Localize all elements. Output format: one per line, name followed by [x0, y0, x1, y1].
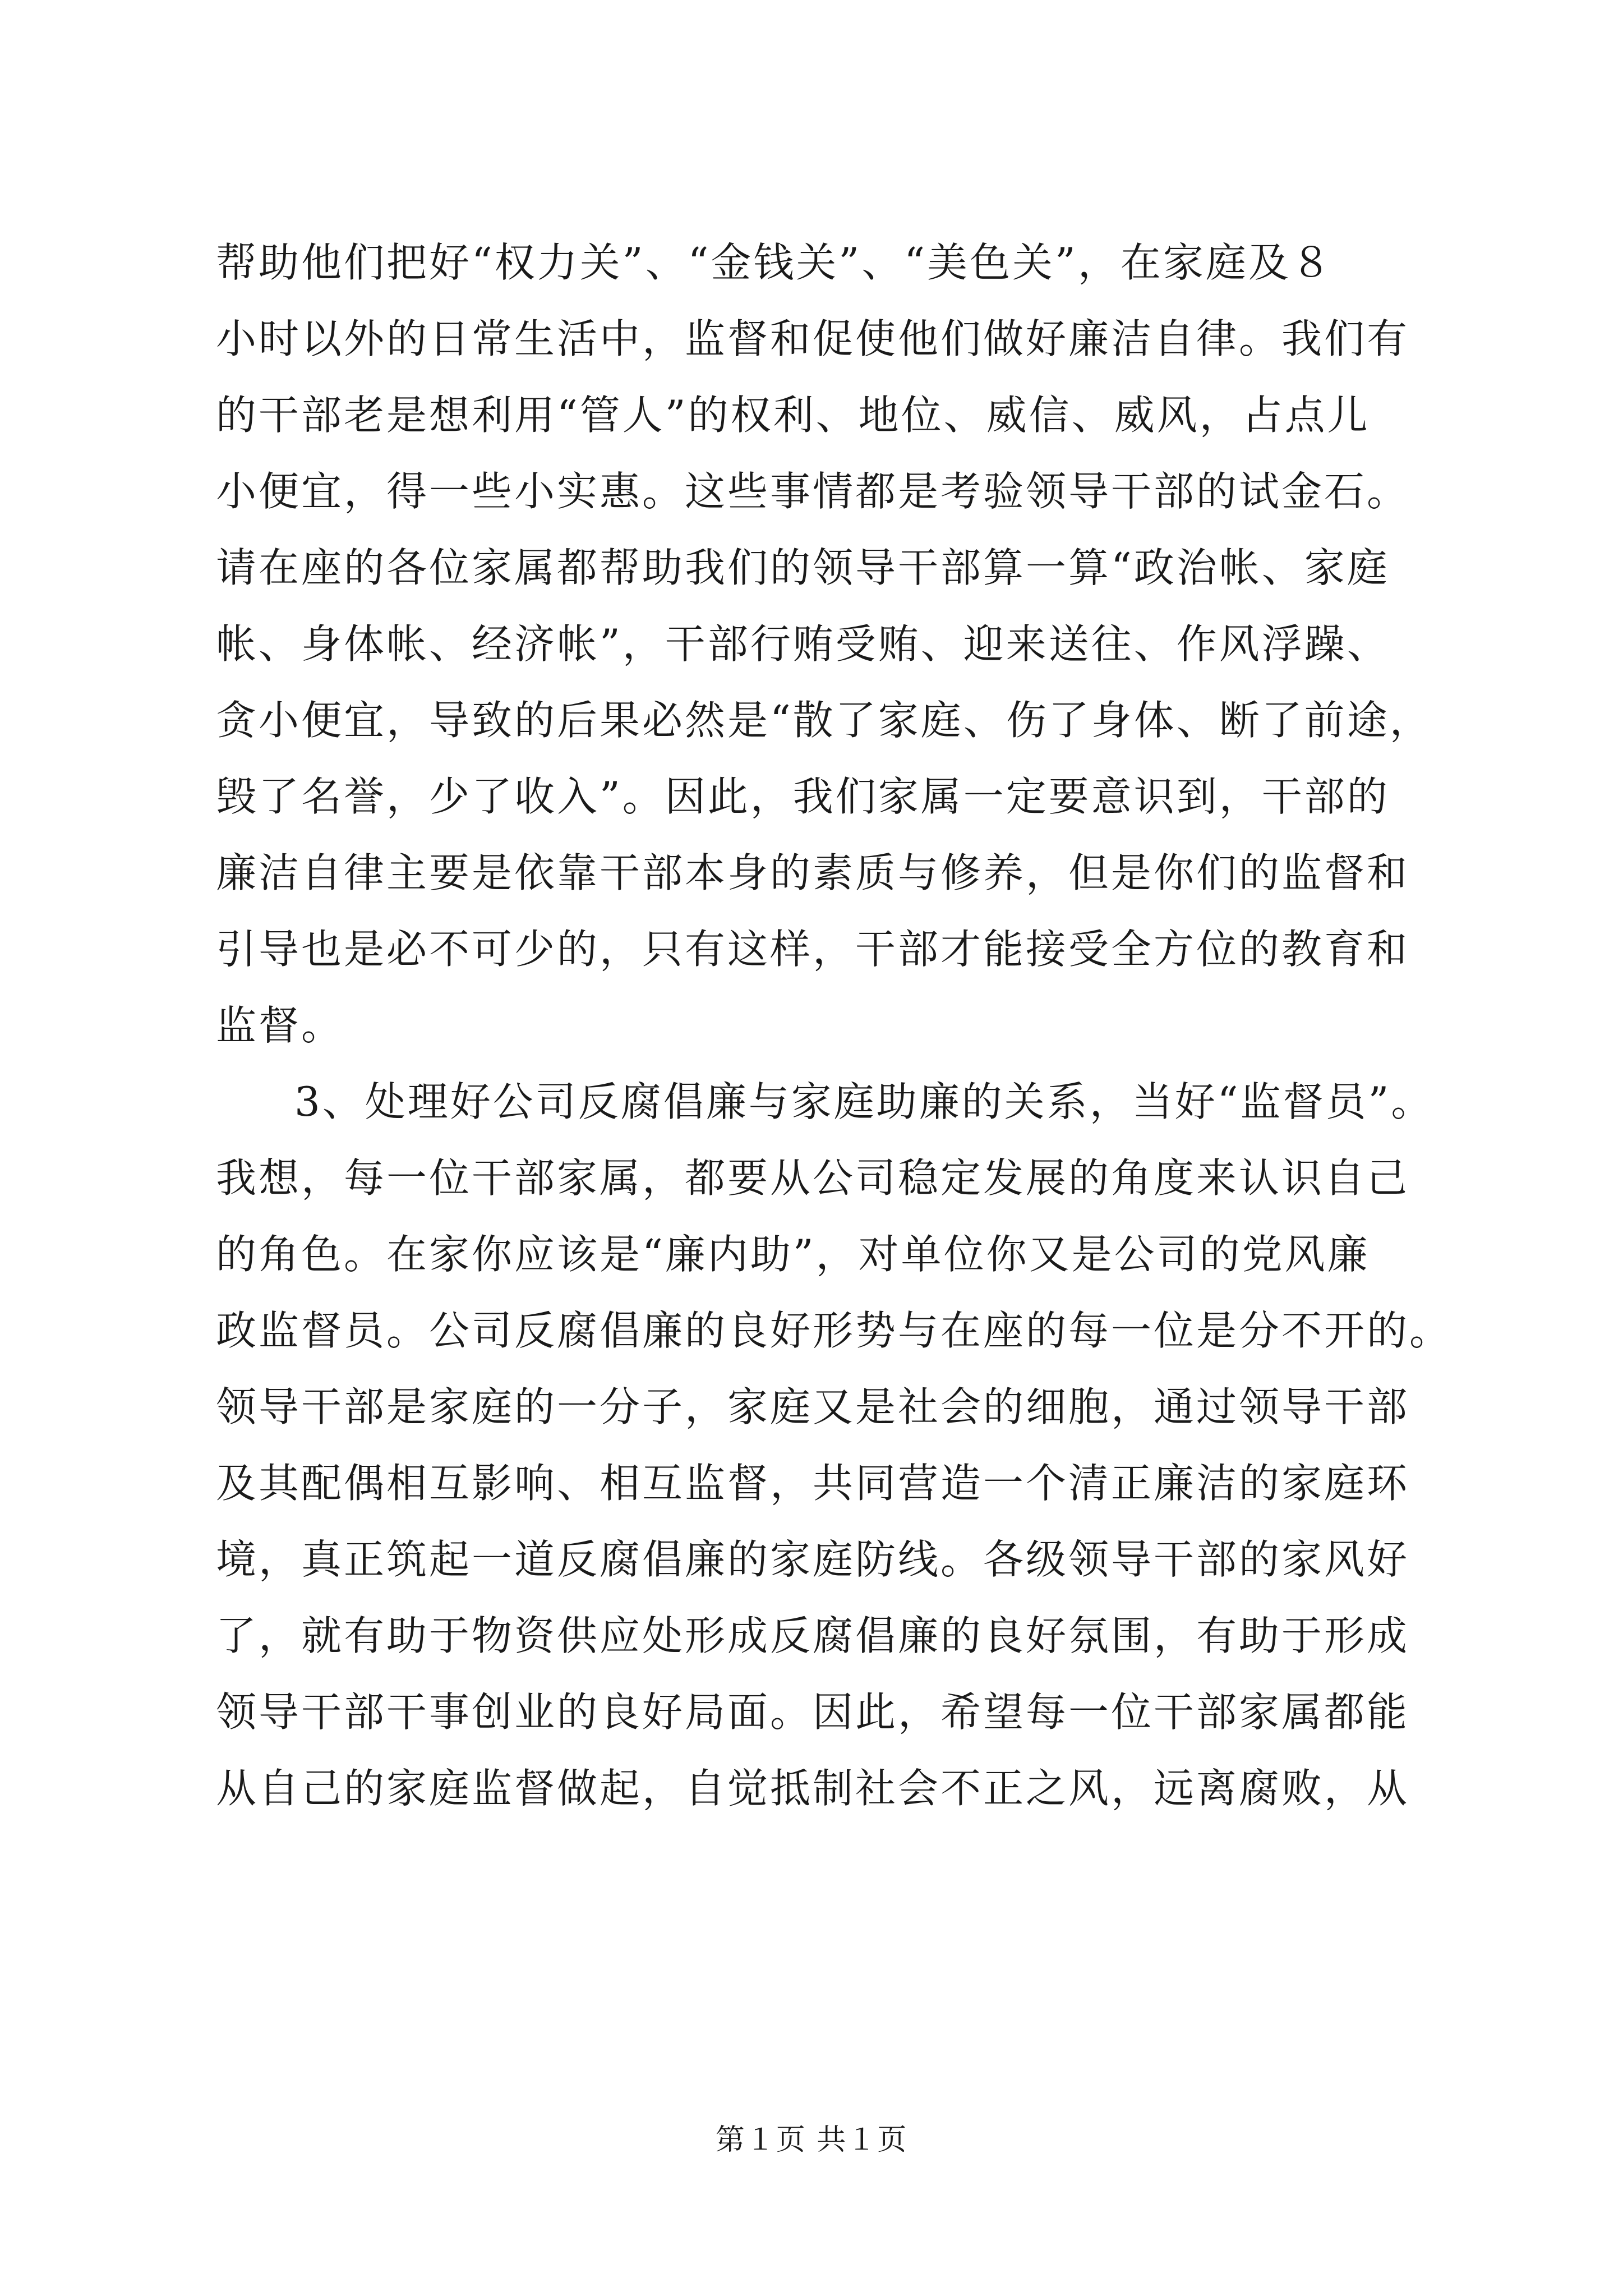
text-line: 毁了名誉，少了收入”。因此，我们家属一定要意识到，干部的 [216, 773, 1390, 820]
text-line: 了，就有助于物资供应处形成反腐倡廉的良好氛围，有助于形成 [216, 1612, 1410, 1659]
text-line: 领导干部是家庭的一分子，家庭又是社会的细胞，通过领导干部 [216, 1383, 1410, 1430]
text-line: 我想，每一位干部家属，都要从公司稳定发展的角度来认识自己 [216, 1154, 1410, 1202]
text-line: 的角色。在家你应该是“廉内助”，对单位你又是公司的党风廉 [216, 1231, 1370, 1278]
text-line: 小时以外的日常生活中，监督和促使他们做好廉洁自律。我们有 [216, 315, 1410, 362]
text-line: 监督。 [216, 1002, 344, 1049]
text-line: 领导干部干事创业的良好局面。因此，希望每一位干部家属都能 [216, 1688, 1410, 1736]
text-line: 政监督员。公司反腐倡廉的良好形势与在座的每一位是分不开的。 [216, 1307, 1453, 1354]
text-line: 从自己的家庭监督做起，自觉抵制社会不正之风，远离腐败，从 [216, 1765, 1410, 1812]
text-line: 帮助他们把好“权力关”、“金钱关”、“美色关”，在家庭及８ [216, 239, 1334, 286]
page-footer [0, 2120, 1623, 2160]
document-body [216, 224, 1453, 1826]
text-line: 请在座的各位家属都帮助我们的领导干部算一算“政治帐、家庭 [216, 544, 1390, 591]
section-heading-line: 3、处理好公司反腐倡廉与家庭助廉的关系，当好“监督员”。 [294, 1078, 1434, 1125]
page-number: 第１页 共１页 [715, 2123, 908, 2157]
text-line: 引导也是必不可少的，只有这样，干部才能接受全方位的教育和 [216, 926, 1410, 973]
text-line: 的干部老是想利用“管人”的权利、地位、威信、威风，占点儿 [216, 392, 1370, 439]
text-line: 及其配偶相互影响、相互监督，共同营造一个清正廉洁的家庭环 [216, 1460, 1410, 1507]
text-line: 廉洁自律主要是依靠干部本身的素质与修养，但是你们的监督和 [216, 849, 1410, 896]
text-line: 小便宜，得一些小实惠。这些事情都是考验领导干部的试金石。 [216, 468, 1410, 515]
text-line: 帐、身体帐、经济帐”，干部行贿受贿、迎来送往、作风浮躁、 [216, 620, 1390, 668]
text-line: 境，真正筑起一道反腐倡廉的家庭防线。各级领导干部的家风好 [216, 1536, 1410, 1583]
text-line: 贪小便宜，导致的后果必然是“散了家庭、伤了身体、断了前途， [216, 697, 1432, 744]
